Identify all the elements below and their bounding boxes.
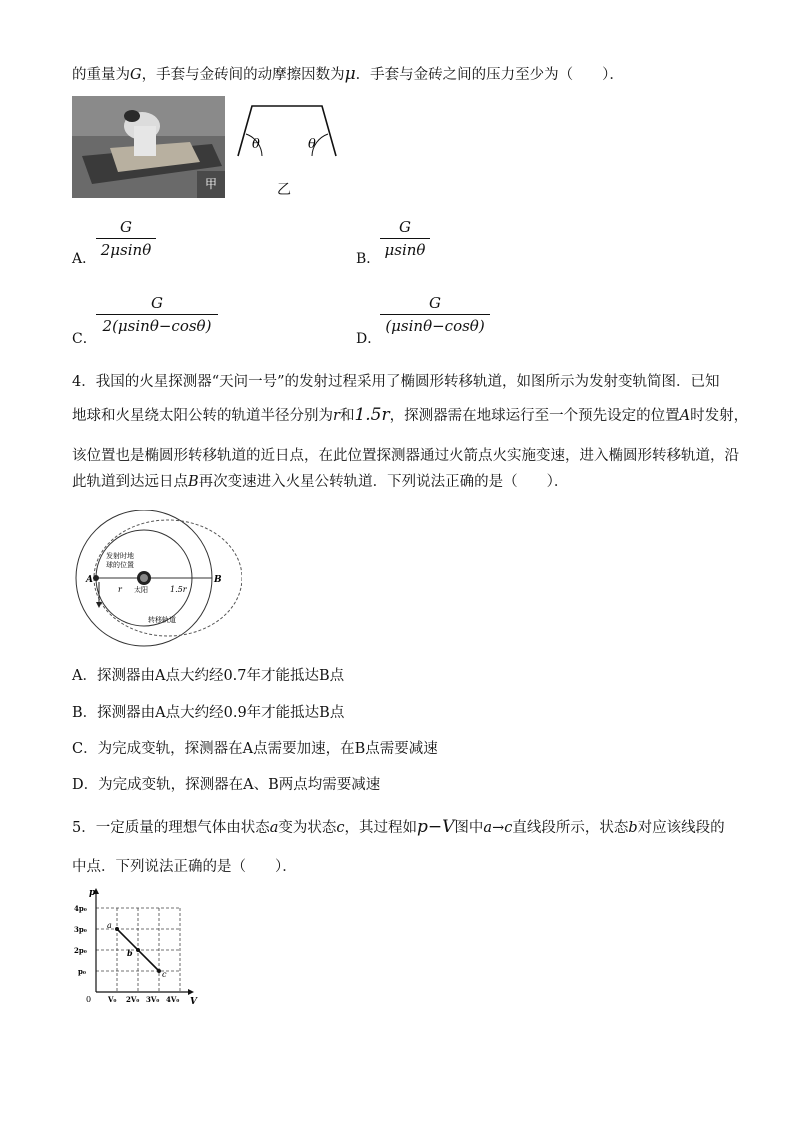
q4-text-part: 此轨道到达远日点 (72, 474, 188, 490)
q3-question-line (72, 64, 624, 85)
q4-option-A[interactable]: A．探测器由A点大约经0.7年才能抵达B点 (72, 668, 345, 684)
q5-text-part: 直线段所示，状态 (512, 820, 629, 836)
fraction-numerator: G (96, 218, 156, 239)
q5-question-line2: 中点．下列说法正确的是（ ）． (72, 859, 297, 875)
q5-text-part: ，其过程如 (344, 820, 418, 836)
gold-brick-photo (72, 96, 225, 198)
fraction (96, 294, 218, 335)
q4-text-part: 和 (339, 408, 355, 424)
fraction-denominator: 2(μsinθ−cosθ) (102, 317, 212, 335)
q4-text-part: ，探测器需在地球运行至一个预先设定的位置 (389, 408, 680, 424)
point-B-label: B (214, 575, 222, 585)
x-tick-label: V₀ (108, 995, 117, 1004)
q4-text-part: 时发射， (690, 408, 749, 424)
V-axis-label: V (190, 997, 197, 1007)
sun-label: 太阳 (134, 586, 148, 594)
theta-left: θ (252, 137, 260, 152)
fraction-denominator: (μsinθ−cosθ) (385, 317, 485, 335)
var-G: G (130, 67, 142, 83)
q4-text-part: 再次变速进入火星公转轨道．下列说法正确的是（ ）． (198, 474, 569, 490)
q5-question-line1 (72, 817, 725, 838)
fraction-numerator: G (380, 294, 490, 315)
fraction-denominator: 2μsinθ (100, 241, 152, 259)
option-label: C． (72, 331, 97, 347)
var-b: b (628, 820, 638, 836)
y-tick-label: 2p₀ (74, 946, 87, 955)
state-b-point (136, 948, 140, 952)
q3-text-part: 的重量为 (72, 67, 130, 83)
fraction-numerator: G (380, 218, 430, 239)
var-r: r (333, 408, 340, 424)
var-c: c (336, 820, 345, 836)
state-a-point (115, 927, 119, 931)
fraction (380, 294, 490, 335)
q5-text-part: 变为状态 (278, 820, 337, 836)
radius-r-label: r (118, 585, 122, 594)
p-axis-label: p (89, 888, 96, 898)
state-b-label: b (127, 948, 133, 958)
q4-text-part: 地球和火星绕太阳公转的轨道半径分别为 (72, 408, 333, 424)
y-tick-label: p₀ (78, 967, 86, 976)
state-c-point (157, 969, 161, 973)
var-B: B (188, 474, 199, 490)
transfer-orbit-label: 转移轨道 (148, 616, 176, 624)
origin-label: 0 (86, 995, 92, 1004)
var-a: a (269, 820, 279, 836)
point-A-label: A (86, 575, 93, 585)
x-tick-label: 2V₀ (126, 995, 140, 1004)
fraction (96, 218, 156, 259)
x-tick-label: 3V₀ (146, 995, 160, 1004)
q3-photo-jia (72, 96, 225, 198)
y-tick-label: 3p₀ (74, 925, 87, 934)
q3-text-part: ．手套与金砖之间的压力至少为（ ）． (355, 67, 624, 83)
option-label: A． (72, 251, 97, 267)
q5-text-part: 对应该线段的 (637, 820, 725, 836)
launch-position-label-2: 球的位置 (106, 561, 134, 569)
option-label: B． (356, 251, 381, 267)
q4-question-line4 (72, 472, 568, 492)
q4-question-line2 (72, 405, 748, 426)
q4-question-line1: 4．我国的火星探测器“天问一号”的发射过程采用了椭圆形转移轨道，如图所示为发射变轨简图．已知 (72, 374, 720, 390)
var-mu: μ (344, 64, 356, 84)
q3-text-part: ，手套与金砖间的动摩擦因数为 (141, 67, 345, 83)
q3-trapezoid-diagram (232, 96, 342, 166)
state-a-label: a (107, 921, 112, 930)
y-tick-label: 4p₀ (74, 904, 87, 913)
option-label: D． (356, 331, 382, 347)
diagram-label-yi: 乙 (277, 182, 291, 198)
earth-icon (93, 575, 99, 581)
fraction (380, 218, 430, 259)
var-1-5r: 1.5r (354, 405, 390, 425)
state-c-label: c (162, 970, 167, 979)
radius-1-5r-label: 1.5r (170, 585, 187, 594)
x-tick-label: 4V₀ (166, 995, 180, 1004)
var-p-V: p−V (417, 817, 455, 837)
var-a-to-c: a→c (483, 820, 513, 836)
q4-option-D[interactable]: D．为完成变轨，探测器在A、B两点均需要减速 (72, 777, 381, 793)
q4-option-B[interactable]: B．探测器由A点大约经0.9年才能抵达B点 (72, 705, 345, 721)
fraction-numerator: G (96, 294, 218, 315)
q4-question-line3: 该位置也是椭圆形转移轨道的近日点，在此位置探测器通过火箭点火实施变速，进入椭圆形转移轨道，沿 (72, 448, 739, 464)
q5-pv-graph (72, 886, 202, 1008)
theta-right: θ (308, 137, 316, 152)
q4-orbit-diagram (72, 510, 242, 650)
var-A: A (679, 408, 691, 424)
q5-text-part: 5．一定质量的理想气体由状态 (72, 820, 270, 836)
fraction-denominator: μsinθ (384, 241, 426, 259)
launch-position-label-1: 发射时地 (106, 552, 134, 560)
photo-label-jia: 甲 (204, 177, 217, 191)
q4-option-C[interactable]: C．为完成变轨，探测器在A点需要加速，在B点需要减速 (72, 741, 438, 757)
q5-text-part: 图中 (454, 820, 484, 836)
